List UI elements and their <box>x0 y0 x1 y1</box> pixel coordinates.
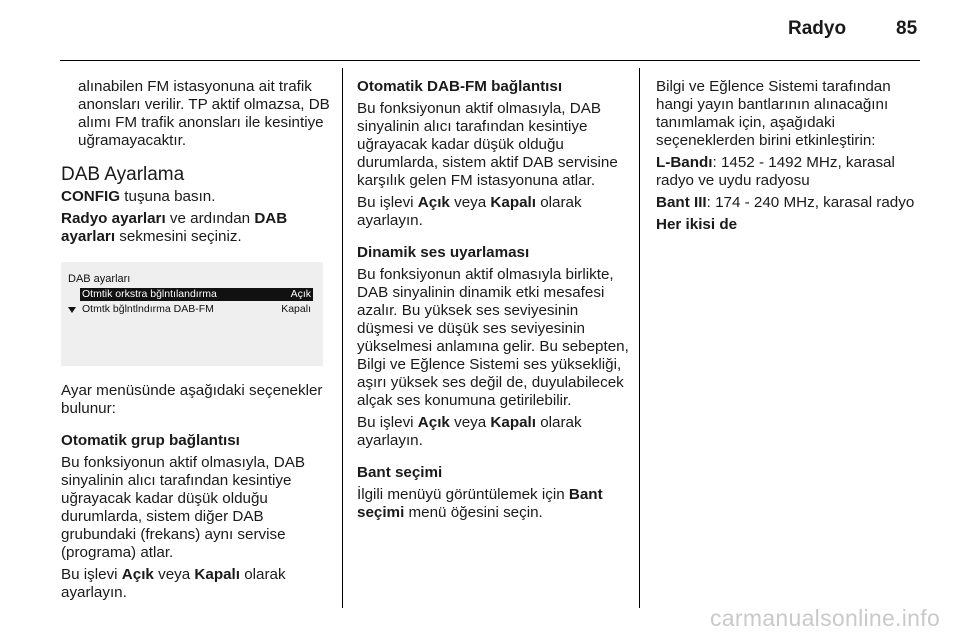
column-3 <box>656 78 928 238</box>
band3-text: : 174 - 240 MHz, karasal radyo <box>706 194 915 211</box>
screen-row-label: Otmtk bğlntlndırma DAB-FM <box>82 303 214 315</box>
band-selection-text <box>357 486 629 522</box>
func-prefix: Bu işlevi <box>61 566 122 583</box>
on-label: Açık <box>417 194 450 211</box>
func-suffix: olarak ayarlayın. <box>357 414 582 449</box>
band-selection-label: Bant seçimi <box>357 486 603 521</box>
header-rule <box>60 60 920 61</box>
subheading-dynamic-audio: Dinamik ses uyarlaması <box>357 244 530 261</box>
func-or: veya <box>449 414 491 431</box>
subheading-band-selection: Bant seçimi <box>357 464 443 481</box>
dab-fm-text: Bu fonksiyonun aktif olmasıyla, DAB sinyalinin alıcı tarafından kesintiye uğrayacak kadar düşük olduğu durumlarda, sistem aktif DAB servisine karşılık gelen FM istasyonuna atlar. <box>357 100 618 189</box>
screen-row-auto-ensemble <box>80 288 313 301</box>
intro-paragraph: alınabilen FM istasyonuna ait trafik anonsları verilir. TP aktif olmazsa, DB alımı FM trafik anonsları ile kesintiye uğramayacaktır. <box>78 78 330 149</box>
dab-settings-label: DAB ayarları <box>61 210 288 245</box>
band3-option <box>656 194 928 212</box>
config-paragraph <box>61 188 333 206</box>
menu-path-text-1: ve ardından <box>165 210 255 227</box>
band-intro-text: Bilgi ve Eğlence Sistemi tarafından hangi yayın bantlarının alınacağını tanımlamak için, aşağıdaki seçeneklerden birini etkinleştirin: <box>656 78 891 149</box>
on-label: Açık <box>121 566 154 583</box>
watermark: carmanualsonline.info <box>710 605 941 631</box>
column-divider-2 <box>639 68 640 608</box>
function-setting-text <box>357 414 629 450</box>
column-1 <box>61 78 333 606</box>
l-band-label: L-Bandı <box>656 154 713 171</box>
off-label: Kapalı <box>490 194 536 211</box>
config-key: CONFIG <box>61 188 121 205</box>
column-divider-1 <box>342 68 343 608</box>
section-heading: DAB Ayarlama <box>61 164 185 185</box>
menu-path-text-2: sekmesini seçiniz. <box>115 228 242 245</box>
subheading-auto-ensemble: Otomatik grup bağlantısı <box>61 432 240 449</box>
l-band-option <box>656 154 928 190</box>
menu-path-paragraph <box>61 210 333 246</box>
func-prefix: Bu işlevi <box>357 194 418 211</box>
func-suffix: olarak ayarlayın. <box>61 566 286 601</box>
func-or: veya <box>153 566 195 583</box>
func-suffix: olarak ayarlayın. <box>357 194 582 229</box>
screen-row-value: Açık <box>290 288 311 300</box>
options-intro: Ayar menüsünde aşağıdaki seçenekler bulunur: <box>61 382 323 417</box>
down-arrow-icon <box>68 307 76 313</box>
screen-row-dab-fm <box>80 303 313 316</box>
screen-title: DAB ayarları <box>68 273 131 285</box>
page-number: 85 <box>896 18 918 39</box>
func-or: veya <box>449 194 491 211</box>
auto-ensemble-text: Bu fonksiyonun aktif olmasıyla, DAB sinyalinin alıcı tarafından kesintiye uğrayacak kadar düşük olduğu durumlarda, sistem diğer DAB grubundaki (frekans) aynı servise (programa) atlar. <box>61 454 305 561</box>
subheading-dab-fm: Otomatik DAB-FM bağlantısı <box>357 78 563 95</box>
radio-settings-label: Radyo ayarları <box>61 210 166 227</box>
function-setting-text <box>357 194 629 230</box>
function-setting-text <box>61 566 333 602</box>
band-text-2: menü öğesini seçin. <box>404 504 543 521</box>
both-option: Her ikisi de <box>656 216 738 233</box>
screen-row-value: Kapalı <box>281 303 311 315</box>
dab-settings-screen <box>61 262 323 366</box>
band3-label: Bant III <box>656 194 707 211</box>
func-prefix: Bu işlevi <box>357 414 418 431</box>
header-title: Radyo <box>788 18 847 39</box>
config-text: tuşuna basın. <box>120 188 216 205</box>
l-band-text: : 1452 - 1492 MHz, karasal radyo ve uydu radyosu <box>656 154 895 189</box>
dynamic-audio-text: Bu fonksiyonun aktif olmasıyla birlikte, DAB sinyalinin dinamik etki mesafesi azalır. Bu yüksek ses seviyesinin düşmesi ve düşük ses seviyesinin yükselmesi anlamına gelir. Bu sebepten, Bilgi ve Eğlence Sistemi ses yüksekliği, aşırı yüksek ses değil de, duyulabilecek alçak ses konumuna getirilebilir. <box>357 266 629 409</box>
off-label: Kapalı <box>490 414 536 431</box>
on-label: Açık <box>417 414 450 431</box>
band-text-1: İlgili menüyü görüntülemek için <box>357 486 569 503</box>
off-label: Kapalı <box>194 566 240 583</box>
column-2 <box>357 78 629 526</box>
screen-row-label: Otmtik orkstra bğlntılandırma <box>82 288 217 300</box>
